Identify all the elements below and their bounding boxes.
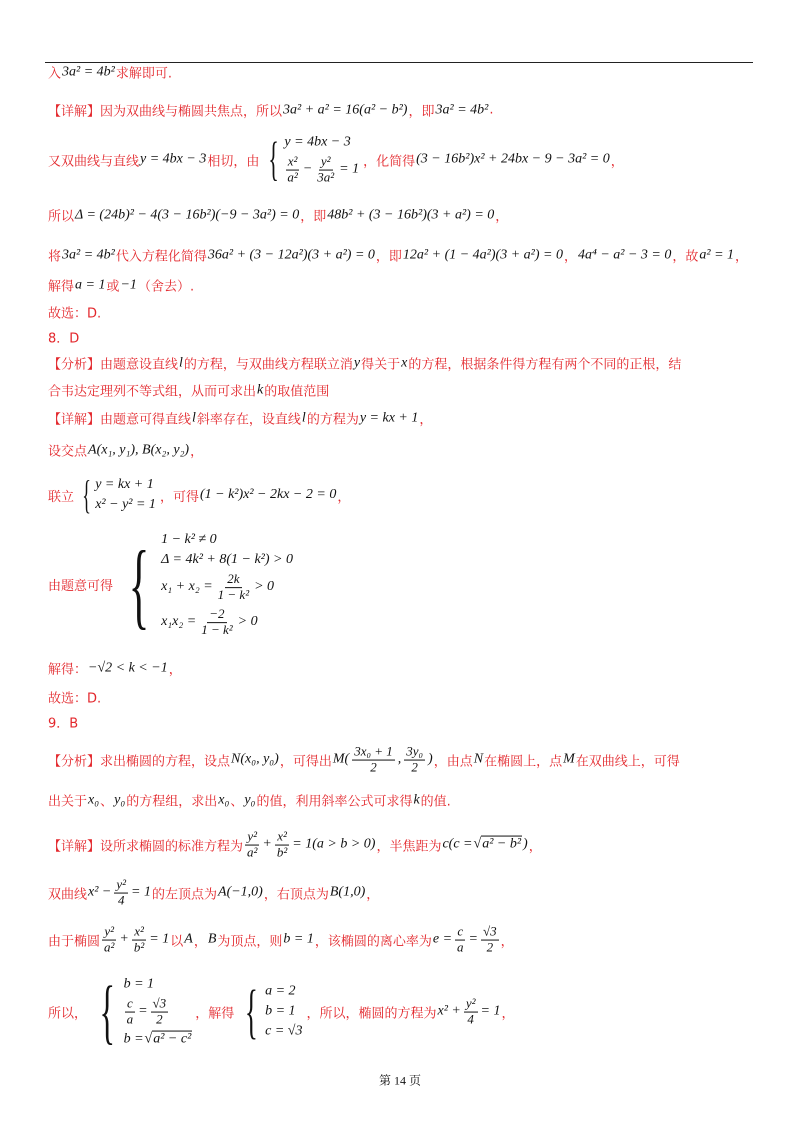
math-expression: ) [428,752,433,767]
denominator: a² [247,844,258,860]
math-expression: A [184,932,193,947]
text-line [48,713,78,732]
denominator: 2 [370,759,377,775]
system-row [160,605,294,640]
math-expression: (1 − k²)x² − 2kx − 2 = 0 [199,487,337,502]
text-line [48,745,680,776]
text-run: 9．B [48,716,79,732]
math-expression: y₀ [114,792,126,807]
math-expression: + [262,837,272,852]
system-row [160,570,294,605]
text-run: ，该椭圆的离心率为 [314,934,432,950]
system-row [264,1002,303,1022]
equation-system [237,979,303,1045]
fraction [245,830,259,861]
numerator: −2 [209,606,225,621]
math-expression: = 1 [131,885,151,900]
equation-system [90,972,192,1052]
text-line [48,381,329,400]
text-run: ， [419,412,433,428]
math-expression: M( [332,752,350,767]
text-run: （舍去）. [137,279,195,295]
math-expression: x₁x₂ = [161,614,197,630]
text-line [48,303,101,322]
text-run: 的方程为 [306,412,359,428]
denominator: 2 [486,939,494,955]
text-run: 求解即可. [115,66,172,82]
text-run: ，半焦距为 [376,839,442,855]
text-run: ，右顶点为 [263,887,329,903]
text-run: 在椭圆上，点 [484,754,563,770]
fraction [102,925,116,956]
math-expression: x² − y² = 1 [95,497,156,512]
system-row [283,153,360,188]
math-expression: 48b² + (3 − 16b²)(3 + a²) = 0 [327,207,495,222]
numerator: 3x₀ + 1 [354,743,393,759]
text-run: ，即 [375,249,402,265]
text-line [48,972,515,1052]
brace-icon: { [245,979,259,1045]
denominator: 4 [117,892,125,908]
denominator: 4 [467,1011,474,1027]
math-expression: Δ = 4k² + 8(1 − k²) > 0 [161,552,293,568]
text-line [48,659,182,678]
denominator: 2 [411,759,418,775]
text-run: ，解得 [195,1006,235,1022]
text-run: ， [337,489,351,505]
numerator: c [126,995,133,1011]
equation-system [77,472,157,517]
numerator: 3y₀ [406,743,424,759]
text-line [48,472,351,517]
text-run: 为顶点，则 [217,934,283,950]
text-run: 的左顶点为 [152,887,218,903]
text-line [48,530,297,640]
fraction [315,155,336,186]
math-expression: 3a² = 4b² [62,247,115,262]
text-run: ， [190,444,204,460]
denominator: a [126,1011,134,1027]
text-run: 得关于 [361,357,401,373]
text-run: 【分析】求出椭圆的方程，设点 [48,754,231,770]
math-expression: a = 2 [265,984,296,999]
math-expression: −√2 < k < −1 [88,660,168,675]
text-line [48,688,101,707]
brace-icon: { [99,972,116,1052]
text-run: 的方程，与双曲线方程联立消 [183,357,353,373]
system-row [283,133,360,153]
math-expression: A(x₁, y₁), B(x₂, y₂) [88,442,190,457]
fraction [132,925,146,956]
text-line [48,276,194,295]
equation-system [262,133,360,188]
system-rows [283,133,360,188]
math-expression: x² − [88,885,112,900]
text-line [48,878,379,909]
fraction [151,997,169,1028]
fraction [125,997,136,1028]
text-run: 以 [170,934,184,950]
denominator: b² [276,844,288,860]
text-run: ， [500,934,514,950]
radical-sign: √ [144,1031,153,1047]
text-run: 又双曲线与直线 [48,154,140,170]
system-row [123,995,193,1030]
math-expression: = 1(a > b > 0) [292,837,376,852]
math-expression: x² + [437,1004,461,1019]
math-expression: x₀ [218,792,230,807]
text-run: ，故 [672,249,699,265]
text-line [48,206,508,225]
numerator: x² [134,923,144,939]
text-run: 的方程，根据条件得方程有两个不同的正根，结 [408,357,682,373]
fraction [481,925,499,956]
math-expression: a² = 1 [699,247,735,262]
text-run: 【详解】设所求椭圆的标准方程为 [48,839,244,855]
radical-sign: √ [473,837,482,852]
math-expression: 3a² = 4b² [62,64,115,79]
radicand: a² − b² [482,837,522,852]
brace-icon: { [128,531,150,638]
denominator: 2 [156,1011,163,1027]
fraction [285,155,299,186]
system-row [160,530,294,550]
text-run: 合韦达定理列不等式组，从而可求出 [48,384,257,400]
system-rows [94,475,157,515]
math-expression: + [119,932,129,947]
system-row [160,550,294,570]
text-run: ， [735,249,749,265]
text-line [48,925,514,956]
text-run: 解得： [48,662,88,678]
math-expression: M [563,752,575,767]
system-row [123,975,193,995]
text-run: 斜率存在，设直线 [196,412,301,428]
math-expression: c = √3 [265,1024,303,1039]
math-expression: e = [432,932,453,947]
text-line [48,354,681,373]
text-line [48,246,748,265]
text-run: ，即 [300,209,327,225]
numerator: x² [287,153,298,169]
denominator: a² [287,169,298,185]
brace-icon: { [82,472,91,517]
fraction [216,572,251,603]
system-row [264,1022,303,1042]
math-expression: A(−1,0) [218,885,263,900]
text-run: ， [366,887,380,903]
text-line [48,63,172,82]
math-expression: b = 1 [265,1004,296,1019]
denominator: b² [133,939,145,955]
numerator: y² [465,995,476,1011]
fraction [199,607,234,638]
math-expression: 1 − k² ≠ 0 [161,532,217,548]
text-run: 的值. [420,794,451,810]
math-expression: > 0 [254,579,275,595]
numerator: 2k [227,571,240,587]
text-run: 的方程组，求出 [126,794,218,810]
fraction [404,745,425,776]
math-expression: N [473,752,484,767]
numerator: x² [277,828,287,844]
text-run: 所以， [48,1006,88,1022]
system-row [264,982,303,1002]
text-run: 设交点 [48,444,88,460]
text-run: 的值，利用斜率公式可求得 [256,794,413,810]
math-expression: 12a² + (1 − 4a²)(3 + a²) = 0 [402,247,563,262]
page-number: 第 14 页 [378,1073,421,1088]
math-expression: l [192,410,196,425]
math-expression: l [179,355,183,370]
text-run: 故选：D. [48,691,102,707]
fraction [455,925,466,956]
denominator: 1 − k² [201,621,233,637]
numerator: y² [104,923,115,939]
text-line [48,791,451,810]
math-expression: , [397,752,402,767]
text-line [48,328,79,347]
fraction [464,997,478,1028]
text-run: 【详解】因为双曲线与椭圆共焦点，所以 [48,104,283,120]
math-expression: x₁ + x₂ = [161,579,213,595]
math-expression: c(c = [442,837,473,852]
math-expression: = 1 [339,162,360,177]
math-expression: x [401,355,408,370]
system-rows [264,982,303,1042]
math-expression: − [302,162,313,177]
math-expression: a = 1 [75,277,106,292]
text-run: 所以 [48,209,75,225]
text-run: 双曲线 [48,887,88,903]
math-expression: y = kx + 1 [95,477,154,492]
text-run: 【分析】由题意设直线 [48,357,179,373]
text-line [48,101,493,120]
text-run: 相切，由 [207,154,260,170]
math-expression: b = 1 [283,932,314,947]
text-run: 代入方程化简得 [115,249,207,265]
math-expression: b = [123,1031,144,1047]
text-run: ， [495,209,509,225]
text-run: 入 [48,66,62,82]
math-expression: 4a⁴ − a² − 3 = 0 [577,247,672,262]
square-root [145,1031,193,1047]
text-run: ， [168,662,182,678]
text-line [48,133,624,188]
math-expression: b = 1 [123,976,155,992]
text-run: 、 [230,794,244,810]
text-line [48,830,542,861]
numerator: c [457,923,464,939]
fraction [275,830,289,861]
numerator: y² [320,153,331,169]
text-line [48,441,203,460]
text-run: 的取值范围 [264,384,330,400]
math-expression: l [301,410,306,425]
radicand: a² − c² [153,1031,192,1047]
math-expression: −1 [120,277,137,292]
text-run: 将 [48,249,62,265]
math-expression: y [353,355,361,370]
denominator: a [457,939,464,955]
text-run: 由于椭圆 [48,934,101,950]
math-expression: > 0 [237,614,258,630]
math-expression: = 1 [149,932,170,947]
system-row [94,495,157,515]
text-run: . [489,102,494,118]
math-expression: ) [523,837,528,852]
text-run: 故选：D. [48,306,102,322]
text-run: 解得 [48,279,75,295]
text-run: ，所以，椭圆的方程为 [306,1006,437,1022]
math-expression: k [413,792,420,807]
denominator: a² [104,939,115,955]
fraction [114,878,128,909]
math-expression: 3a² + a² = 16(a² − b²) [283,102,408,117]
text-run: ， [563,249,577,265]
system-rows [160,530,294,640]
text-run: ，由点 [433,754,473,770]
math-expression: 3a² = 4b² [435,102,489,117]
equation-system [116,530,294,640]
math-expression: y = kx + 1 [359,410,419,425]
text-line [48,409,432,428]
text-run: 在双曲线上，可得 [575,754,680,770]
math-expression: B [207,932,217,947]
denominator: 1 − k² [217,587,250,603]
math-expression: y₀ [244,792,256,807]
math-expression: N(x₀, y₀) [231,752,279,767]
system-row [94,475,157,495]
text-run: ，可得出 [279,754,332,770]
math-expression: (3 − 16b²)x² + 24bx − 9 − 3a² = 0 [416,152,610,167]
text-run: ， [501,1006,515,1022]
text-run: 联立 [48,489,75,505]
math-expression: B(1,0) [329,885,366,900]
text-run: ， [610,154,624,170]
square-root [474,837,523,853]
text-run: 【详解】由题意可得直线 [48,412,192,428]
system-row [123,1029,193,1049]
math-expression: Δ = (24b)² − 4(3 − 16b²)(−9 − 3a²) = 0 [75,207,300,222]
numerator: y² [247,828,258,844]
text-run: ， [528,839,542,855]
math-expression: y = 4bx − 3 [284,134,351,150]
text-run: 或 [106,279,120,295]
numerator: √3 [483,923,497,939]
brace-icon: { [268,133,280,186]
math-expression: k [257,382,264,397]
numerator: √3 [152,995,167,1011]
text-run: 、 [100,794,114,810]
math-expression: x₀ [88,792,100,807]
fraction [352,745,395,776]
text-run: ，可得 [159,489,199,505]
text-run: ， [193,934,207,950]
math-expression: y = 4bx − 3 [140,152,207,167]
denominator: 3a² [317,169,335,185]
math-expression: = [468,932,478,947]
text-run: 8．D [48,331,80,347]
text-run: 由题意可得 [48,579,114,595]
numerator: y² [116,876,127,892]
text-run: 出关于 [48,794,88,810]
math-expression: = 1 [480,1004,501,1019]
math-expression: 36a² + (3 − 12a²)(3 + a²) = 0 [207,247,375,262]
text-run: ，化简得 [363,154,416,170]
text-run: ，即 [408,104,435,120]
system-rows [123,975,193,1050]
math-expression: = [138,1004,148,1019]
